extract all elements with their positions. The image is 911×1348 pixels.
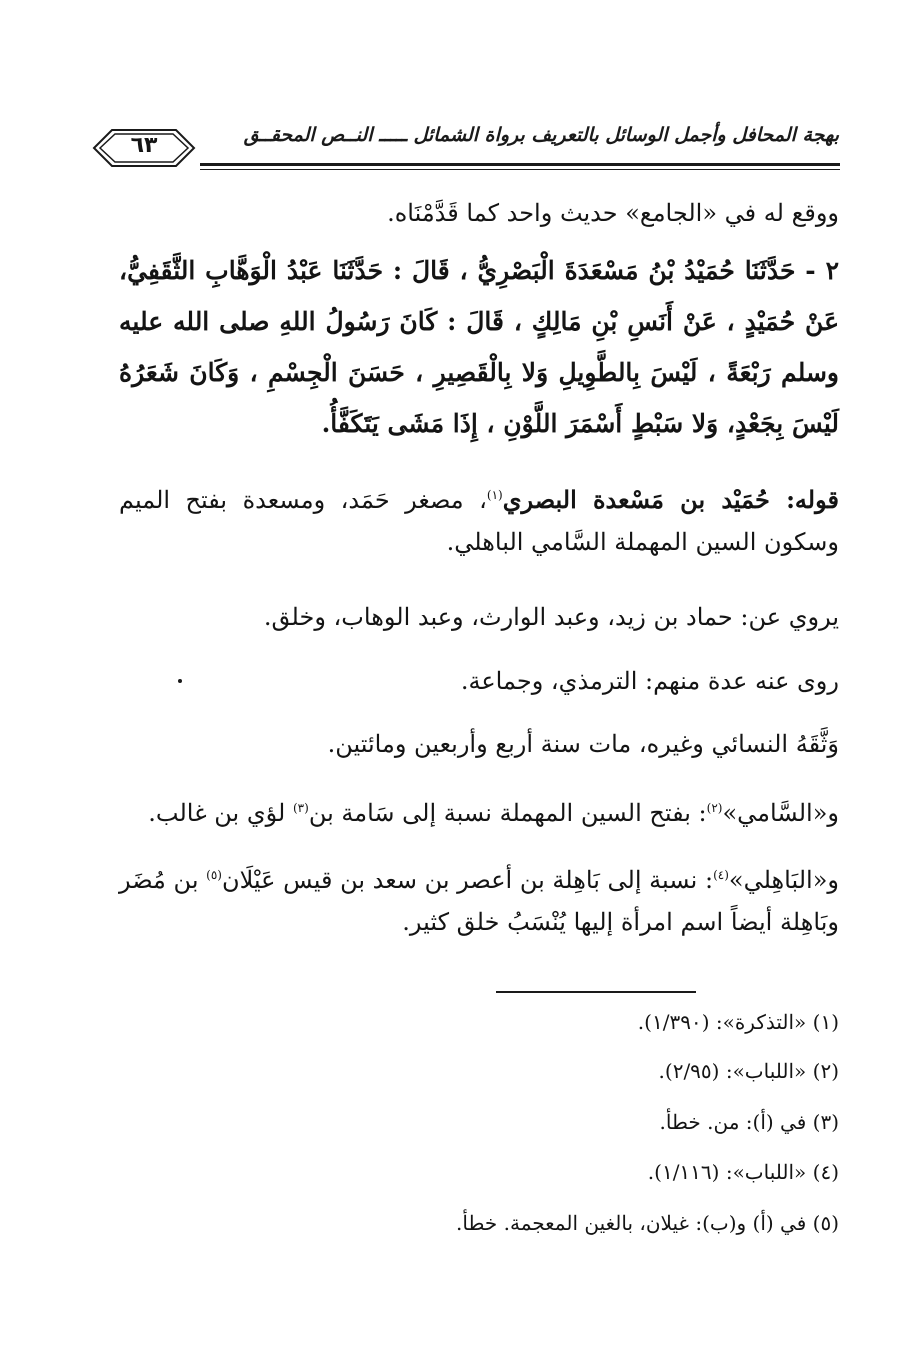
footnote-3: (٣) في (أ): من. خطأ. — [659, 1110, 839, 1134]
header-rule-thick — [200, 163, 840, 166]
commentary-lead: قوله: حُمَيْد بن مَسْعدة البصري — [502, 485, 839, 514]
bahili-text-end: بن مُضَر وبَاهِلة أيضاً اسم امرأة إليها يُنْسَبُ خلق كثير. — [119, 866, 839, 936]
footnote-2: (٢) «اللباب»: (٢/٩٥). — [658, 1059, 839, 1083]
commentary-text: ، مصغر حَمَد، ومسعدة بفتح الميم وسكون السين المهملة السَّامي الباهلي. — [119, 486, 839, 556]
hadith-text: ٢ - حَدَّثَنَا حُمَيْدُ بْنُ مَسْعَدَةَ الْبَصْرِيُّ ، قَالَ : حَدَّثَنَا عَبْدُ الْوَهَّابِ الثَّقَفِيُّ، عَنْ حُمَيْدٍ ، عَنْ أَنَسِ بْنِ مَالِكٍ ، قَالَ : كَانَ رَسُولُ اللهِ صلى الله عليه وسلم رَبْعَةً ، لَيْسَ بِالطَّوِيلِ وَلا بِالْقَصِيرِ ، حَسَنَ الْجِسْمِ ، وَكَانَ شَعَرُهُ لَيْسَ بِجَعْدٍ، وَلا سَبْطٍ أَسْمَرَ اللَّوْنِ ، إِذَا مَشَى يَتَكَفَّأُ. — [119, 256, 839, 438]
samee-term: و«السَّامي» — [722, 799, 839, 827]
page-number: ٦٣ — [130, 133, 158, 158]
samee-text-end: لؤي بن غالب. — [148, 799, 293, 827]
intro-paragraph: ووقع له في «الجامع» حديث واحد كما قَدَّمْنَاه. — [387, 199, 839, 227]
reliability-paragraph: وَثَّقَهُ النسائي وغيره، مات سنة أربع وأربعين ومائتين. — [327, 730, 839, 758]
footnote-1: (١) «التذكرة»: (١/٣٩٠). — [637, 1010, 839, 1034]
footnote-ref: (٤) — [713, 868, 729, 882]
footnote-ref: (٢) — [706, 801, 723, 815]
bahili-term: و«البَاهِلي» — [728, 866, 839, 894]
bahili-paragraph — [119, 854, 839, 943]
page-number-badge — [90, 124, 198, 172]
footnote-ref: (٥) — [206, 868, 222, 882]
footnote-4: (٤) «اللباب»: (١/١١٦). — [647, 1160, 839, 1184]
header-rule-thin — [200, 169, 840, 170]
commentary-paragraph — [119, 474, 839, 563]
running-header-title: بهجة المحافل وأجمل الوسائل بالتعريف برواة الشمائل ـــــ النــص المحقــق — [243, 124, 839, 146]
stray-dot — [178, 679, 182, 683]
footnote-ref: (٣) — [292, 801, 309, 815]
samee-text: : بفتح السين المهملة نسبة إلى سَامة بن — [308, 799, 707, 827]
bahili-text: : نسبة إلى بَاهِلة بن أعصر بن سعد بن قيس عَيْلَان — [221, 866, 714, 894]
footnote-ref: (١) — [486, 488, 503, 502]
narrated-by-paragraph: روى عنه عدة منهم: الترمذي، وجماعة. — [460, 667, 839, 695]
samee-paragraph — [139, 787, 839, 834]
footnote-separator — [496, 991, 696, 993]
narrates-from-paragraph: يروي عن: حماد بن زيد، وعبد الوارث، وعبد الوهاب، وخلق. — [263, 603, 839, 631]
footnote-5: (٥) في (أ) و(ب): غيلان، بالغين المعجمة. خطأ. — [456, 1211, 839, 1235]
